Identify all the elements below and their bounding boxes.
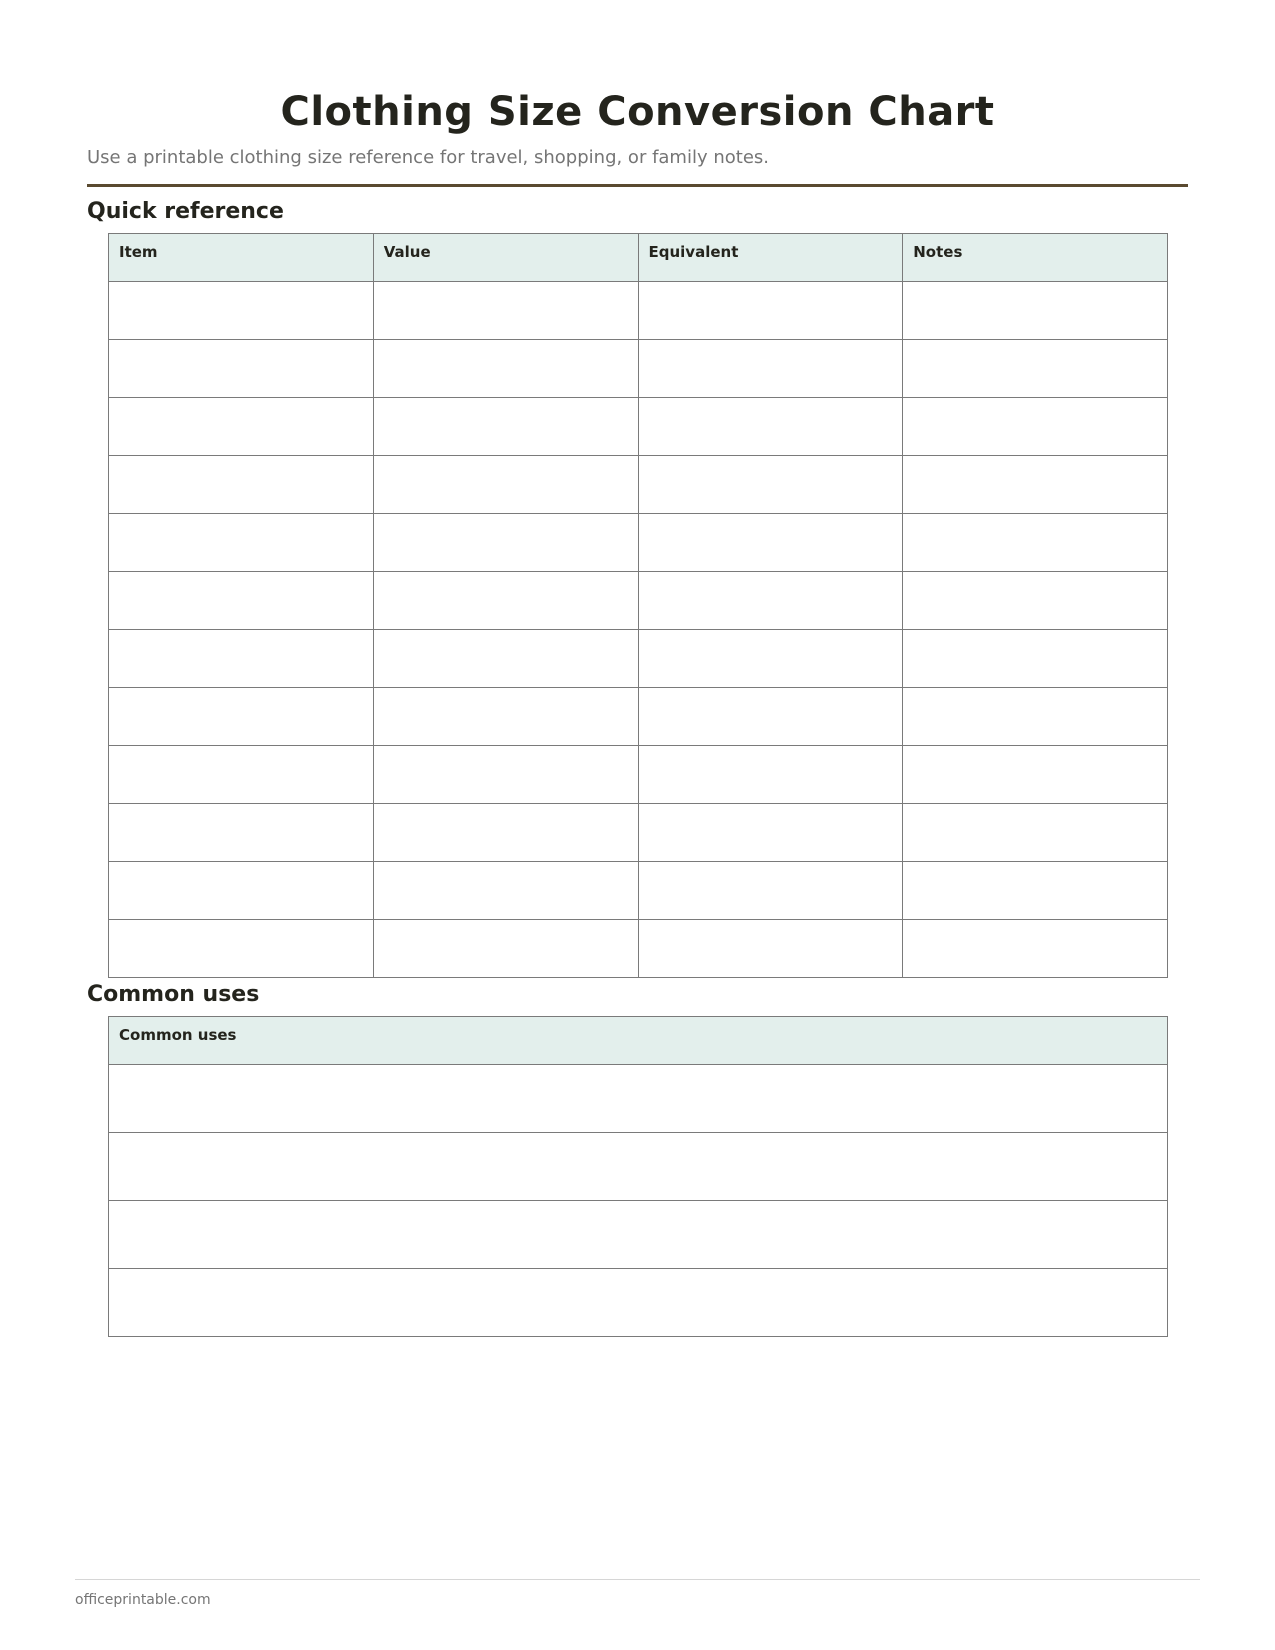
column-header-common-uses: Common uses bbox=[109, 1017, 1168, 1065]
table-cell[interactable] bbox=[109, 398, 374, 456]
table-cell[interactable] bbox=[373, 514, 638, 572]
table-cell[interactable] bbox=[638, 630, 903, 688]
table-cell[interactable] bbox=[903, 572, 1168, 630]
table-row bbox=[109, 630, 1168, 688]
table-cell[interactable] bbox=[109, 862, 374, 920]
table-cell[interactable] bbox=[109, 746, 374, 804]
footer-source: officeprintable.com bbox=[75, 1592, 211, 1608]
table-row bbox=[109, 456, 1168, 514]
table-row bbox=[109, 340, 1168, 398]
table-cell[interactable] bbox=[373, 456, 638, 514]
table-cell[interactable] bbox=[638, 514, 903, 572]
table-cell[interactable] bbox=[109, 514, 374, 572]
table-cell[interactable] bbox=[373, 920, 638, 978]
table-cell[interactable] bbox=[109, 920, 374, 978]
table-row bbox=[109, 746, 1168, 804]
column-header-item: Item bbox=[109, 234, 374, 282]
table-cell[interactable] bbox=[638, 688, 903, 746]
table-row bbox=[109, 398, 1168, 456]
table-row bbox=[109, 688, 1168, 746]
table-cell[interactable] bbox=[638, 282, 903, 340]
column-header-notes: Notes bbox=[903, 234, 1168, 282]
page-title: Clothing Size Conversion Chart bbox=[280, 89, 995, 135]
table-cell[interactable] bbox=[903, 282, 1168, 340]
table-cell[interactable] bbox=[903, 862, 1168, 920]
table-cell[interactable] bbox=[109, 688, 374, 746]
table-cell[interactable] bbox=[638, 340, 903, 398]
table-header-row bbox=[109, 1017, 1168, 1065]
table-cell[interactable] bbox=[373, 688, 638, 746]
table-row bbox=[109, 1065, 1168, 1133]
table-cell[interactable] bbox=[903, 514, 1168, 572]
table-cell[interactable] bbox=[109, 1065, 1168, 1133]
common-uses-table bbox=[108, 1016, 1168, 1337]
column-header-value: Value bbox=[373, 234, 638, 282]
table-cell[interactable] bbox=[638, 572, 903, 630]
table-cell[interactable] bbox=[109, 456, 374, 514]
page-subtitle: Use a printable clothing size reference for travel, shopping, or family notes. bbox=[87, 147, 769, 168]
table-cell[interactable] bbox=[903, 340, 1168, 398]
common-uses-heading: Common uses bbox=[87, 982, 260, 1007]
table-header-row bbox=[109, 234, 1168, 282]
table-cell[interactable] bbox=[903, 804, 1168, 862]
table-cell[interactable] bbox=[903, 920, 1168, 978]
table-cell[interactable] bbox=[373, 862, 638, 920]
table-cell[interactable] bbox=[638, 920, 903, 978]
table-cell[interactable] bbox=[373, 746, 638, 804]
common-uses-body bbox=[109, 1065, 1168, 1337]
table-cell[interactable] bbox=[903, 630, 1168, 688]
column-header-equivalent: Equivalent bbox=[638, 234, 903, 282]
table-cell[interactable] bbox=[638, 456, 903, 514]
table-cell[interactable] bbox=[373, 630, 638, 688]
table-cell[interactable] bbox=[109, 1269, 1168, 1337]
table-cell[interactable] bbox=[373, 340, 638, 398]
table-cell[interactable] bbox=[109, 1201, 1168, 1269]
table-cell[interactable] bbox=[638, 862, 903, 920]
table-row bbox=[109, 572, 1168, 630]
table-row bbox=[109, 1269, 1168, 1337]
table-row bbox=[109, 1201, 1168, 1269]
table-cell[interactable] bbox=[109, 1133, 1168, 1201]
table-cell[interactable] bbox=[903, 746, 1168, 804]
table-cell[interactable] bbox=[638, 398, 903, 456]
table-row bbox=[109, 804, 1168, 862]
quick-reference-table bbox=[108, 233, 1168, 978]
table-cell[interactable] bbox=[373, 398, 638, 456]
table-cell[interactable] bbox=[109, 572, 374, 630]
table-cell[interactable] bbox=[903, 456, 1168, 514]
table-cell[interactable] bbox=[109, 340, 374, 398]
table-cell[interactable] bbox=[109, 630, 374, 688]
table-cell[interactable] bbox=[638, 804, 903, 862]
table-cell[interactable] bbox=[373, 804, 638, 862]
table-cell[interactable] bbox=[903, 688, 1168, 746]
table-cell[interactable] bbox=[109, 804, 374, 862]
table-cell[interactable] bbox=[373, 572, 638, 630]
table-row bbox=[109, 920, 1168, 978]
footer-divider bbox=[75, 1579, 1200, 1580]
table-cell[interactable] bbox=[373, 282, 638, 340]
table-row bbox=[109, 862, 1168, 920]
table-row bbox=[109, 1133, 1168, 1201]
table-row bbox=[109, 282, 1168, 340]
title-divider bbox=[87, 184, 1188, 187]
table-cell[interactable] bbox=[903, 398, 1168, 456]
table-cell[interactable] bbox=[109, 282, 374, 340]
quick-reference-heading: Quick reference bbox=[87, 199, 284, 224]
table-cell[interactable] bbox=[638, 746, 903, 804]
table-row bbox=[109, 514, 1168, 572]
quick-reference-body bbox=[109, 282, 1168, 978]
